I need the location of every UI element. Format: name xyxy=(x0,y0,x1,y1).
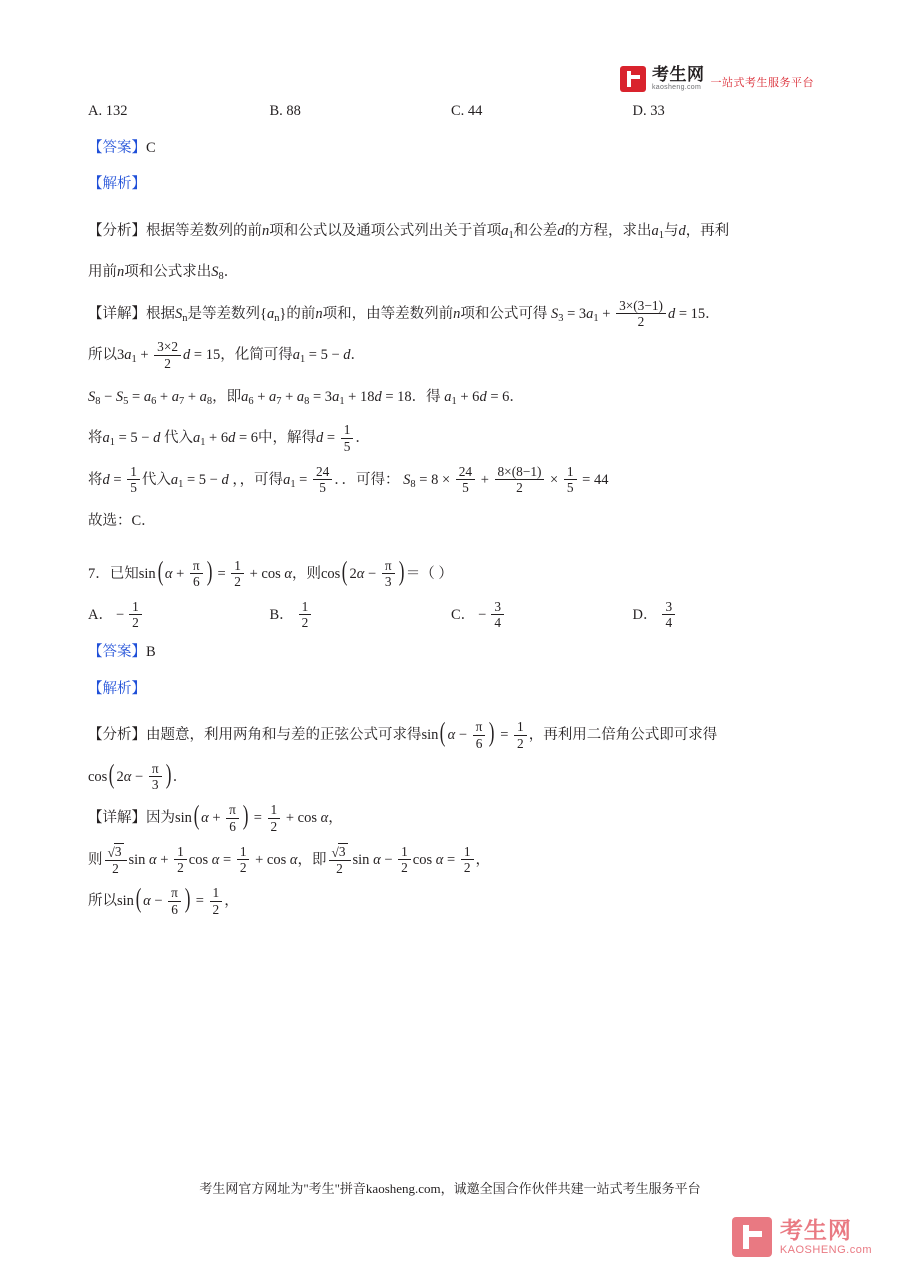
q7-analysis-line xyxy=(88,682,814,697)
analysis-label: 【解析】 xyxy=(88,176,146,192)
q7-xiangjie-line-2: 则 $\frac{√3}{2}$ sin α + $\frac{1}{2}$ cos α = $\frac{1}{2}$ + cos α，即 $\frac{√3}{2}$ sin α − $\frac{1}{2}$ cos α = $\frac{1}{2}$ ， xyxy=(88,843,490,876)
q7-option-c: C． − $\frac{3}{4}$ xyxy=(451,599,633,631)
logo-text xyxy=(652,66,705,91)
q7-l2-pre: 则 xyxy=(88,851,103,868)
var-d: d xyxy=(557,222,565,239)
l5-end: ．可得： xyxy=(341,471,400,488)
kaosheng-watermark-icon xyxy=(732,1217,772,1257)
xiangjie-label: 【详解】 xyxy=(88,810,146,827)
var-S: S xyxy=(211,264,219,281)
xj-t3: 的前 xyxy=(286,305,316,322)
q6-options-row xyxy=(88,104,814,119)
q6-xiangjie-line-2: 所以$3a_1$ + $\frac{3\times 2}{2}$ d = 15，化简可得$a_1 = 5 - d$． xyxy=(88,339,366,371)
watermark-text xyxy=(780,1218,872,1255)
q6-answer-line xyxy=(88,141,814,156)
q6-conclusion: 故选：C． xyxy=(88,513,156,530)
site-logo-watermark xyxy=(732,1217,872,1257)
q7-option-a: A． − $\frac{1}{2}$ xyxy=(88,599,270,631)
q7-xiangjie-line-1: 【详解】因为sin( α + $\frac{\pi}{6}$ ) = $\frac{1}{2}$ + cos α， xyxy=(88,799,343,834)
q7-l2-mid: ，即 xyxy=(297,851,327,868)
xj-t4: 项和，由等差数列前 xyxy=(322,305,454,322)
document-content xyxy=(88,104,814,926)
q7-number: 7． xyxy=(88,565,110,582)
l4-end: 中，解得 xyxy=(258,430,317,447)
var-n: n xyxy=(262,222,270,239)
q7-fenxi-paragraph: 【分析】由题意，利用两角和与差的正弦公式可求得sin( α − $\frac{\pi}{6}$ ) = $\frac{1}{2}$ ，再利用二倍角公式即可求得 xyxy=(88,716,718,751)
q7-l3-pre: 所以 xyxy=(88,893,117,910)
q7-stem: 7．已知sin( α + $\frac{\pi}{6}$ ) = $\frac{1}{2}$ + cos α，则cos( 2α − $\frac{\pi}{3}$ ) ＝（ ） xyxy=(88,554,453,590)
answer-label: 【答案】 xyxy=(88,644,146,660)
q6-fenxi-paragraph-2: 用前n项和公式求出$S_8$． xyxy=(88,264,239,282)
q7-fx-t2: ，再利用二倍角公式即可求得 xyxy=(528,727,718,743)
q6-fenxi-paragraph: 【分析】根据等差数列的前n项和公式以及通项公式列出关于首项$a_1$和公差d的方程，求出$a_1$与d，再利 xyxy=(88,222,730,241)
fenxi-t6: ，再利 xyxy=(685,222,730,239)
q7-fx-t1: 由题意，利用两角和与差的正弦公式可求得 xyxy=(146,727,422,743)
logo-name-cn: 考生网 xyxy=(652,65,705,85)
xj-t2: 是等差数列 xyxy=(187,305,260,322)
xj-t1: 根据 xyxy=(146,305,175,322)
kaosheng-logo-icon xyxy=(620,66,646,92)
q7-fx-t3: ． xyxy=(172,768,188,785)
site-logo-header xyxy=(620,66,814,92)
q7-option-d: D． $\frac{3}{4}$ xyxy=(633,599,815,631)
q7-l3-end: ， xyxy=(224,893,239,910)
fenxi-t7: 用前 xyxy=(88,264,117,281)
xj-t5: 项和公式可得 xyxy=(460,305,548,322)
var-S-sub: 8 xyxy=(218,270,224,282)
q7-l2-end: ， xyxy=(475,851,490,868)
q7-stem-pre: 已知 xyxy=(109,565,139,582)
answer-label: 【答案】 xyxy=(88,139,146,156)
var-a1-sub: 1 xyxy=(508,229,514,241)
fenxi-t2: 项和公式以及通项公式列出关于首项 xyxy=(269,222,502,239)
q7-xj-t2: ， xyxy=(328,810,343,827)
q6-xiangjie-line-1: 【详解】根据$S_n$是等差数列$\{a_n\}$的前n项和，由等差数列前n项和公式可得 $S_3 = 3a_1$ + $\frac{3\times(3-1)}{2}$ d = 15． xyxy=(88,297,720,330)
l2-pre: 所以 xyxy=(88,347,117,364)
var-a1: a xyxy=(501,222,509,239)
q7-xj-t1: 因为 xyxy=(146,810,175,827)
fenxi-t3: 和公差 xyxy=(513,222,558,239)
logo-slogan: 一站式考生服务平台 xyxy=(710,77,814,89)
q6-analysis-line xyxy=(88,177,814,192)
q6-option-d: D. 33 xyxy=(632,103,665,119)
fenxi-t8: 项和公式求出 xyxy=(124,264,212,281)
fenxi-t4: 的方程，求出 xyxy=(564,222,652,239)
analysis-label: 【解析】 xyxy=(88,680,146,697)
q6-xiangjie-line-3: $S_8 - S_5 = a_6 + a_7 + a_8$，即$a_6 + a_7 + a_8 = 3a_1 + 18d = 18$．得 $a_1 + 6d = 6$． xyxy=(88,388,524,407)
xiangjie-label: 【详解】 xyxy=(88,305,146,322)
q7-answer-value: B xyxy=(146,644,156,660)
q7-fenxi-paragraph-2: cos( 2α − $\frac{\pi}{3}$ ) ． xyxy=(88,757,188,793)
q7-stem-mid: ，则 xyxy=(291,565,321,582)
q6-xiangjie-line-5: 将d = $\frac{1}{5}$ 代入$a_1 = 5 - d$ ，，可得$a_1$ = $\frac{24}{5}$ ．．可得： $S_8 = 8$ × $\frac{24}{5}$ + $\frac{8\times(8-1)}{2}$ × $\frac{1}{5}$ = 44 xyxy=(88,463,609,496)
q7-answer-line xyxy=(88,645,814,660)
q7-option-b: B． $\frac{1}{2}$ xyxy=(270,599,452,631)
watermark-name-en: KAOSHENG.com xyxy=(779,1243,872,1256)
q7-xiangjie-line-3: 所以sin( α − $\frac{\pi}{6}$ ) = $\frac{1}{2}$ ， xyxy=(88,882,239,917)
logo-name-en: kaosheng.com xyxy=(652,84,702,92)
l5-mid: 代入 xyxy=(141,471,171,488)
l5-mid2: ，可得 xyxy=(239,471,284,488)
q6-xiangjie-line-4: 将$a_1 = 5 - d$ 代入$a_1 + 6d = 6$中，解得d = $\frac{1}{5}$ ． xyxy=(88,422,370,454)
q7-options-row xyxy=(88,599,814,631)
footer-note: 考生网官方网址为"考生"拼音kaosheng.com，诚邀全国合作伙伴共建一站式考生服务平台 xyxy=(199,1181,701,1196)
fenxi-t5: 与 xyxy=(663,222,679,239)
q6-option-a: A. 132 xyxy=(88,103,128,119)
q6-option-b: B. 88 xyxy=(269,103,301,119)
fenxi-t1: 根据等差数列的前 xyxy=(146,222,262,239)
l4-mid: 代入 xyxy=(163,430,193,447)
l5-pre: 将 xyxy=(88,471,103,488)
q6-answer-value: C xyxy=(146,139,156,156)
q6-option-c: C. 44 xyxy=(451,103,483,119)
l3-mid: ，即 xyxy=(212,388,242,405)
q7-stem-tail: ＝（ ） xyxy=(405,565,453,582)
fenxi-t9: ． xyxy=(223,264,239,281)
fenxi-label: 【分析】 xyxy=(88,727,146,743)
watermark-name-cn: 考生网 xyxy=(779,1217,852,1244)
l4-pre: 将 xyxy=(88,430,103,447)
fenxi-label: 【分析】 xyxy=(88,222,146,239)
l2-mid: ，化简可得 xyxy=(220,347,293,364)
